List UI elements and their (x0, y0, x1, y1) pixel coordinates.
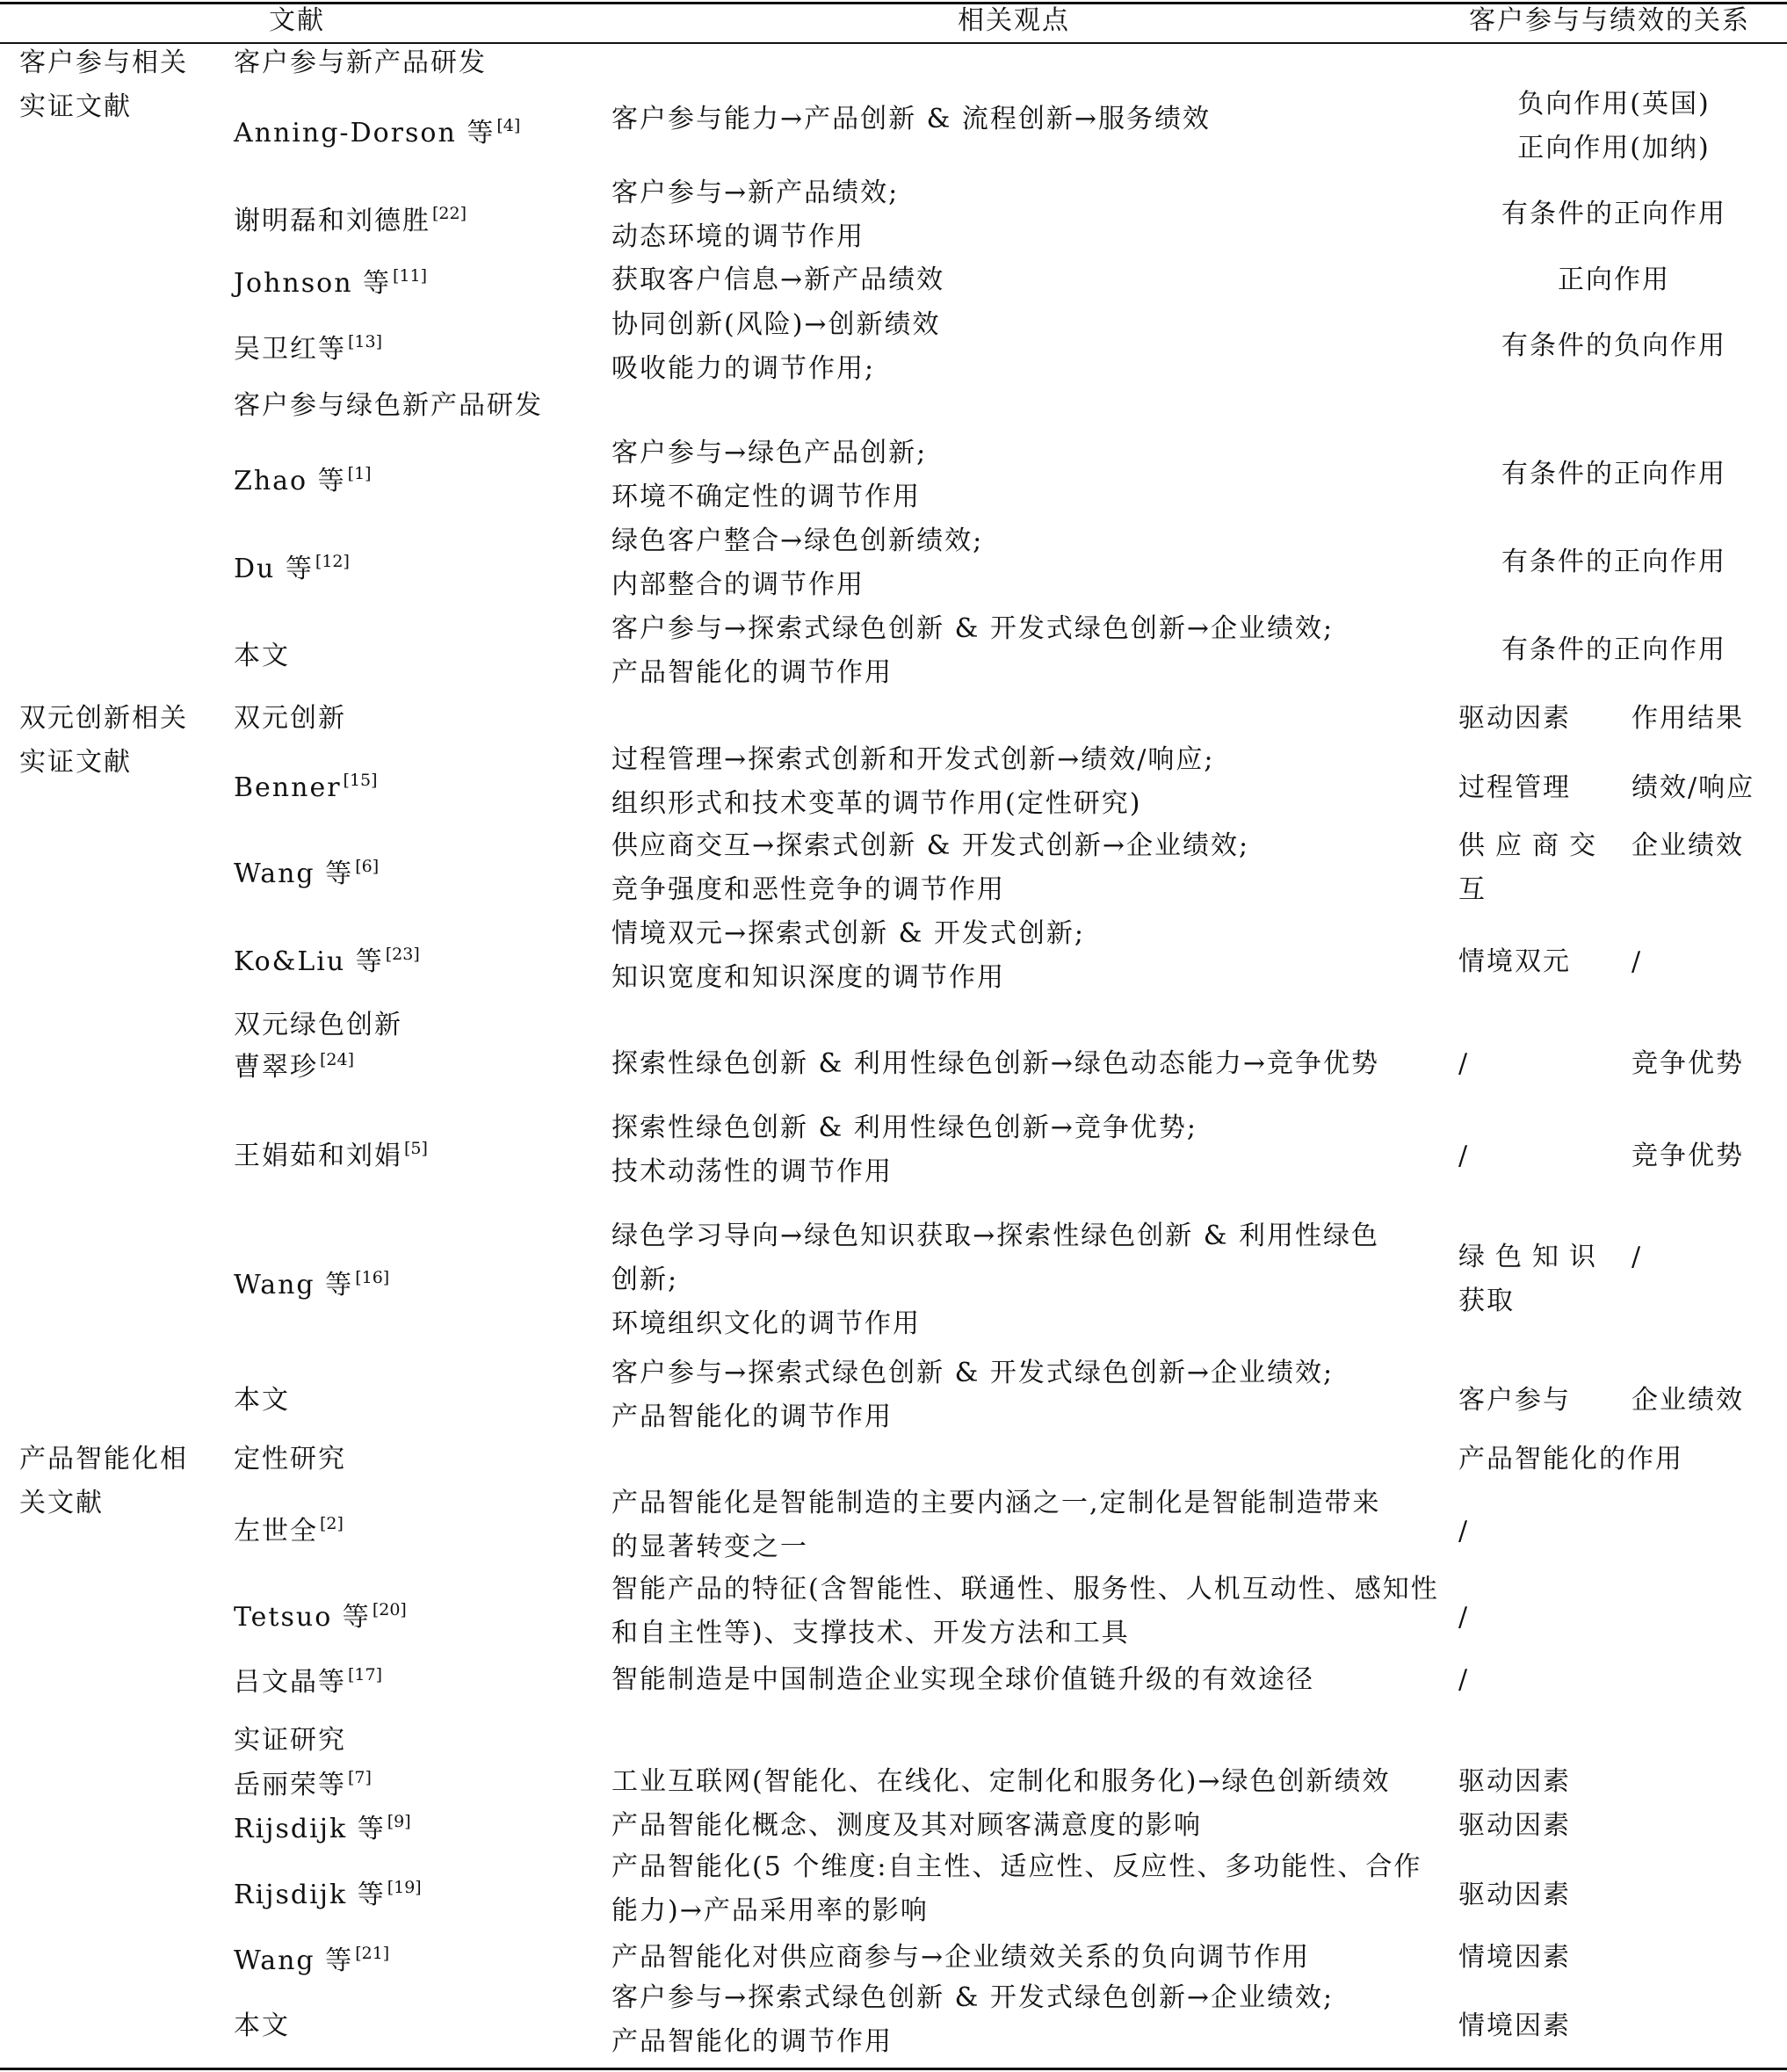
views-cell: 协同创新(风险)→创新绩效 (611, 309, 941, 340)
literature-cell: Rijsdijk 等 [9] (234, 1812, 411, 1844)
views-cell: 客户参与→新产品绩效; (611, 177, 900, 208)
views-cell: 竞争强度和恶性竞争的调节作用 (611, 874, 1005, 905)
views-cell: 组织形式和技术变革的调节作用(定性研究) (611, 788, 1142, 819)
citation-ref: [1] (347, 464, 372, 483)
table-bottom-rule (0, 2068, 1787, 2070)
views-cell: 客户参与能力→产品创新 & 流程创新→服务绩效 (611, 104, 1212, 134)
views-cell: 探索性绿色创新 & 利用性绿色创新→绿色动态能力→竞争优势 (611, 1048, 1380, 1079)
relation-cell: 有条件的负向作用 (1501, 330, 1726, 361)
literature-cell: 左世全 [2] (234, 1514, 344, 1547)
relation-cell: 有条件的正向作用 (1501, 634, 1726, 665)
citation-ref: [15] (343, 771, 378, 790)
relation-cell: 有条件的正向作用 (1501, 459, 1726, 489)
citation-ref: [6] (355, 857, 380, 876)
group-label: 实证文献 (19, 91, 132, 122)
views-cell: 产品智能化的调节作用 (611, 657, 893, 688)
views-cell: 客户参与→探索式绿色创新 & 开发式绿色创新→企业绩效; (611, 1982, 1335, 2013)
group-label: 实证文献 (19, 747, 132, 778)
citation-ref: [19] (387, 1878, 422, 1897)
citation-ref: [24] (320, 1050, 355, 1069)
relation-cell: 正向作用 (1558, 264, 1670, 295)
literature-cell: 谢明磊和刘德胜 [22] (234, 204, 467, 236)
driver-cell: 互 (1458, 874, 1487, 905)
citation-ref: [11] (393, 266, 428, 286)
result-cell: 企业绩效 (1631, 1385, 1744, 1416)
citation-ref: [23] (385, 945, 420, 964)
driver-cell: 产品智能化的作用 (1458, 1444, 1683, 1474)
table-header-rule (0, 42, 1787, 44)
citation-ref: [21] (355, 1944, 390, 1963)
literature-cell: Benner [15] (234, 771, 378, 803)
literature-cell: 本文 (234, 1385, 290, 1416)
literature-cell: Zhao 等 [1] (234, 464, 372, 496)
views-cell: 动态环境的调节作用 (611, 221, 865, 252)
result-cell: / (1631, 1242, 1643, 1272)
views-cell: 情境双元→探索式创新 & 开发式创新; (611, 918, 1086, 949)
driver-cell: 驱动因素 (1458, 1880, 1571, 1910)
views-cell: 工业互联网(智能化、在线化、定制化和服务化)→绿色创新绩效 (611, 1766, 1391, 1797)
views-cell: 和自主性等)、支撑技术、开发方法和工具 (611, 1618, 1130, 1648)
relation-cell: 正向作用(加纳) (1517, 133, 1711, 163)
views-cell: 产品智能化的调节作用 (611, 1402, 893, 1432)
views-cell: 创新; (611, 1264, 679, 1295)
driver-cell: 客户参与 (1458, 1385, 1571, 1416)
literature-cell: 曹翠珍 [24] (234, 1050, 355, 1083)
literature-cell: Wang 等 [21] (234, 1944, 390, 1976)
literature-cell: 客户参与绿色新产品研发 (234, 390, 543, 421)
driver-cell: / (1458, 1664, 1470, 1695)
result-cell: / (1631, 946, 1643, 977)
literature-cell: 客户参与新产品研发 (234, 47, 487, 78)
literature-cell: Ko&Liu 等 [23] (234, 945, 420, 977)
literature-cell: Du 等 [12] (234, 552, 350, 584)
citation-ref: [7] (348, 1768, 372, 1787)
group-label: 产品智能化相 (19, 1444, 188, 1474)
citation-ref: [2] (320, 1514, 344, 1533)
literature-cell: 本文 (234, 2010, 290, 2041)
views-cell: 环境组织文化的调节作用 (611, 1308, 921, 1339)
header-views: 相关观点 (958, 5, 1070, 36)
views-cell: 供应商交互→探索式创新 & 开发式创新→企业绩效; (611, 830, 1250, 861)
views-cell: 智能制造是中国制造企业实现全球价值链升级的有效途径 (611, 1664, 1314, 1695)
driver-cell: 获取 (1458, 1286, 1515, 1316)
literature-cell: 吕文晶等 [17] (234, 1665, 383, 1698)
group-label: 客户参与相关 (19, 47, 188, 78)
driver-cell: / (1458, 1141, 1470, 1171)
driver-cell: 驱动因素 (1458, 1766, 1571, 1797)
driver-cell: 情境双元 (1458, 946, 1571, 977)
header-relation: 客户参与与绩效的关系 (1469, 5, 1750, 36)
result-cell: 竞争优势 (1631, 1048, 1744, 1079)
literature-cell: 双元绿色创新 (234, 1010, 402, 1040)
result-cell: 绩效/响应 (1631, 772, 1755, 803)
table-top-rule (0, 2, 1787, 4)
views-cell: 的显著转变之一 (611, 1532, 808, 1562)
literature-cell: Tetsuo 等 [20] (234, 1600, 407, 1633)
literature-cell: Wang 等 [16] (234, 1268, 390, 1300)
views-cell: 技术动荡性的调节作用 (611, 1156, 893, 1187)
group-label: 关文献 (19, 1488, 104, 1518)
literature-cell: Rijsdijk 等 [19] (234, 1878, 422, 1910)
views-cell: 绿色客户整合→绿色创新绩效; (611, 525, 984, 556)
citation-ref: [5] (404, 1139, 428, 1158)
views-cell: 探索性绿色创新 & 利用性绿色创新→竞争优势; (611, 1112, 1198, 1143)
views-cell: 知识宽度和知识深度的调节作用 (611, 962, 1005, 993)
views-cell: 客户参与→探索式绿色创新 & 开发式绿色创新→企业绩效; (611, 613, 1335, 644)
literature-cell: 双元创新 (234, 703, 346, 734)
driver-cell: 绿色知识 (1458, 1242, 1606, 1272)
literature-cell: 实证研究 (234, 1725, 346, 1756)
driver-cell: 供应商交 (1458, 830, 1606, 861)
literature-cell: Anning-Dorson 等 [4] (234, 116, 521, 149)
views-cell: 客户参与→探索式绿色创新 & 开发式绿色创新→企业绩效; (611, 1358, 1335, 1388)
views-cell: 内部整合的调节作用 (611, 569, 865, 600)
citation-ref: [4] (496, 116, 521, 135)
result-cell: 企业绩效 (1631, 830, 1744, 861)
citation-ref: [12] (315, 552, 350, 571)
driver-cell: / (1458, 1516, 1470, 1547)
citation-ref: [20] (372, 1600, 407, 1619)
driver-cell: 情境因素 (1458, 2010, 1571, 2041)
views-cell: 产品智能化是智能制造的主要内涵之一,定制化是智能制造带来 (611, 1488, 1381, 1518)
views-cell: 产品智能化的调节作用 (611, 2026, 893, 2057)
citation-ref: [16] (355, 1268, 390, 1287)
relation-cell: 有条件的正向作用 (1501, 199, 1726, 229)
literature-cell: Johnson 等 [11] (234, 266, 428, 299)
result-cell: 作用结果 (1631, 703, 1744, 734)
driver-cell: 情境因素 (1458, 1942, 1571, 1973)
citation-ref: [13] (348, 332, 383, 351)
views-cell: 能力)→产品采用率的影响 (611, 1895, 929, 1926)
citation-ref: [22] (432, 204, 467, 223)
driver-cell: 驱动因素 (1458, 703, 1571, 734)
citation-ref: [17] (348, 1665, 383, 1684)
driver-cell: 驱动因素 (1458, 1810, 1571, 1841)
views-cell: 产品智能化概念、测度及其对顾客满意度的影响 (611, 1810, 1202, 1841)
group-label: 双元创新相关 (19, 703, 188, 734)
header-literature: 文献 (269, 5, 325, 36)
literature-cell: 本文 (234, 641, 290, 671)
literature-cell: 岳丽荣等 [7] (234, 1768, 372, 1800)
driver-cell: / (1458, 1048, 1470, 1079)
driver-cell: / (1458, 1602, 1470, 1633)
views-cell: 智能产品的特征(含智能性、联通性、服务性、人机互动性、感知性 (611, 1574, 1439, 1605)
views-cell: 产品智能化对供应商参与→企业绩效关系的负向调节作用 (611, 1942, 1311, 1973)
literature-cell: 定性研究 (234, 1444, 346, 1474)
result-cell: 竞争优势 (1631, 1141, 1744, 1171)
citation-ref: [9] (387, 1812, 411, 1831)
views-cell: 客户参与→绿色产品创新; (611, 438, 928, 468)
views-cell: 绿色学习导向→绿色知识获取→探索性绿色创新 & 利用性绿色 (611, 1221, 1380, 1251)
views-cell: 获取客户信息→新产品绩效 (611, 264, 945, 295)
literature-cell: 王娟茹和刘娟 [5] (234, 1139, 428, 1171)
driver-cell: 过程管理 (1458, 772, 1571, 803)
literature-cell: Wang 等 [6] (234, 857, 380, 889)
views-cell: 产品智能化(5 个维度:自主性、适应性、反应性、多功能性、合作 (611, 1851, 1422, 1882)
views-cell: 环境不确定性的调节作用 (611, 482, 921, 512)
literature-cell: 吴卫红等 [13] (234, 332, 383, 365)
views-cell: 吸收能力的调节作用; (611, 353, 876, 384)
relation-cell: 负向作用(英国) (1517, 89, 1711, 120)
views-cell: 过程管理→探索式创新和开发式创新→绩效/响应; (611, 744, 1215, 775)
relation-cell: 有条件的正向作用 (1501, 547, 1726, 577)
